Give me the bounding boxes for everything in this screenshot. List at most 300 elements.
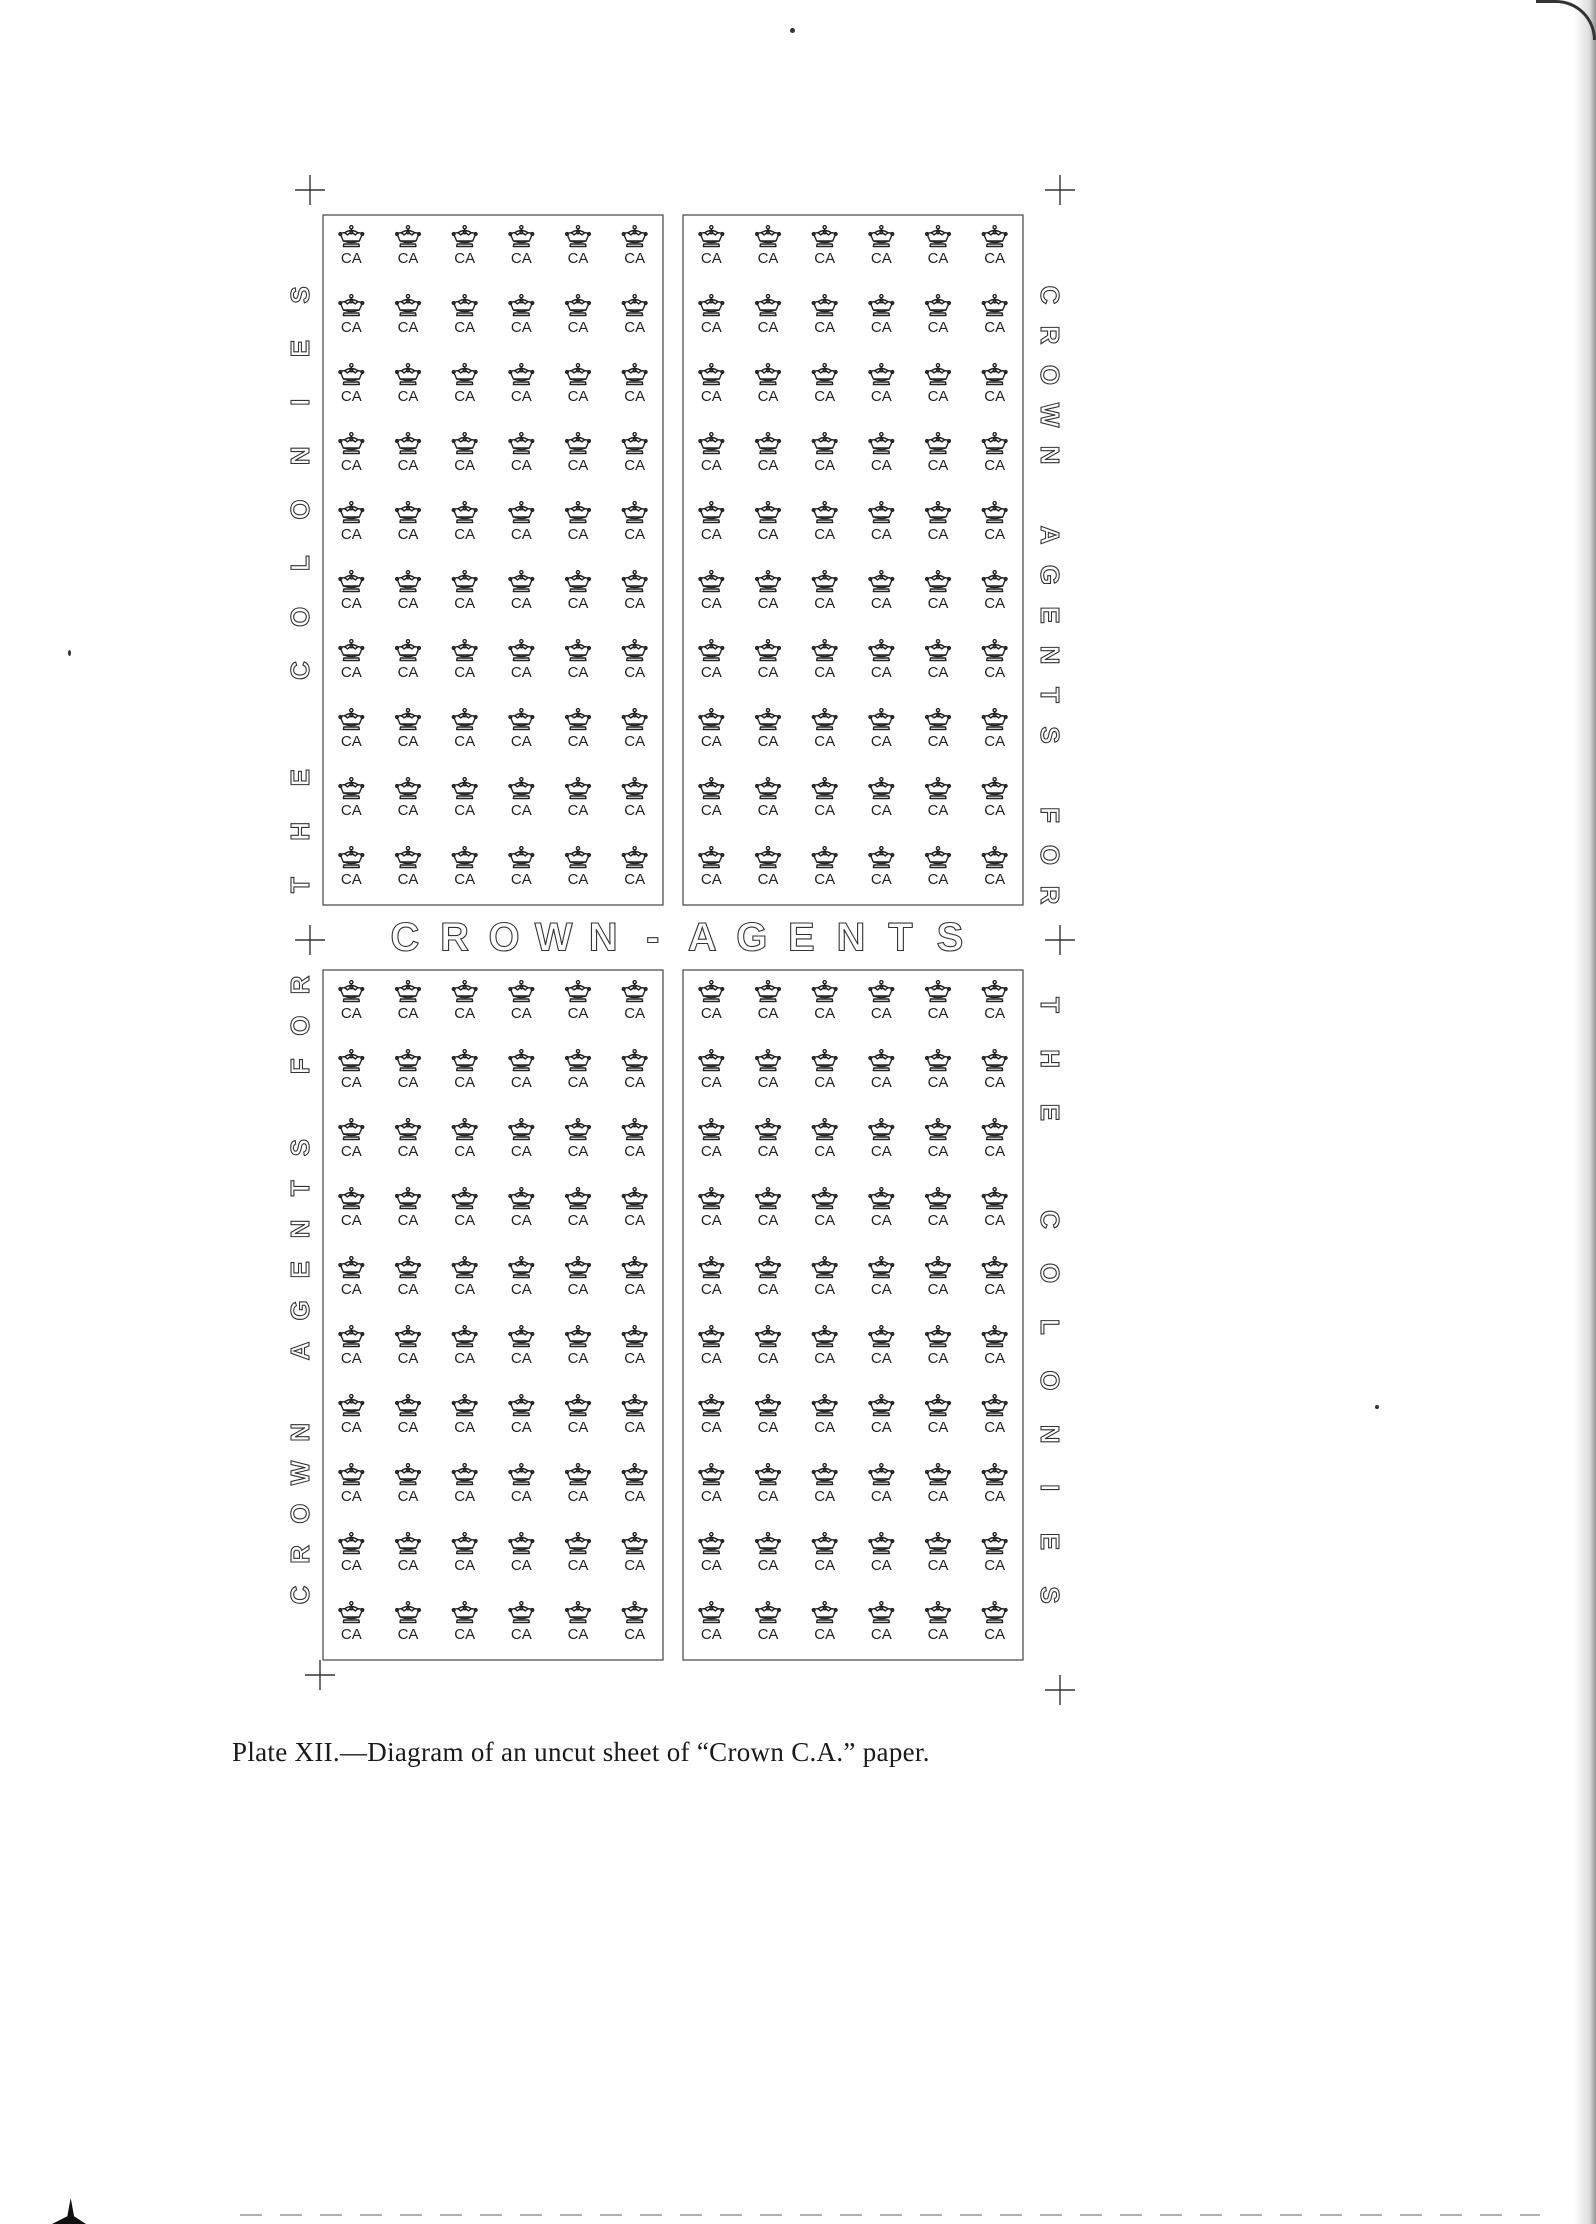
watermark-ca-text: CA — [927, 250, 949, 267]
watermark-ca-text: CA — [510, 1488, 532, 1505]
right-margin-letter: O — [1035, 844, 1066, 866]
watermark-ca-text: CA — [454, 1074, 476, 1091]
watermark-ca-text: CA — [814, 1488, 836, 1505]
watermark-ca-text: CA — [340, 1143, 362, 1160]
watermark-ca-text: CA — [927, 1419, 949, 1436]
watermark-ca-text: CA — [814, 595, 836, 612]
crown-icon — [699, 1326, 724, 1347]
watermark-ca-text: CA — [510, 1143, 532, 1160]
watermark-ca-text: CA — [567, 250, 589, 267]
crown-icon — [452, 1395, 477, 1416]
crown-icon — [622, 1188, 647, 1209]
watermark-ca-text: CA — [624, 319, 646, 336]
crown-icon — [756, 778, 781, 799]
pane-border — [323, 970, 663, 1660]
watermark-ca-text: CA — [870, 250, 892, 267]
crown-icon — [622, 1050, 647, 1071]
crown-icon — [926, 1050, 951, 1071]
watermark-ca-text: CA — [510, 1005, 532, 1022]
crown-icon — [452, 433, 477, 454]
crown-icon — [699, 847, 724, 868]
watermark-ca-text: CA — [757, 1212, 779, 1229]
crown-icon — [566, 778, 591, 799]
speck-left — [68, 650, 71, 656]
left-margin-letter: N — [284, 1219, 315, 1239]
watermark-ca-text: CA — [814, 1419, 836, 1436]
watermark-ca-text: CA — [700, 1419, 722, 1436]
watermark-ca-text: CA — [984, 595, 1006, 612]
watermark-ca-text: CA — [510, 1419, 532, 1436]
watermark-ca-text: CA — [510, 664, 532, 681]
crown-icon — [869, 847, 894, 868]
watermark-ca-text: CA — [870, 664, 892, 681]
crown-icon — [622, 364, 647, 385]
watermark-ca-text: CA — [870, 1626, 892, 1643]
right-margin-letter: T — [1035, 687, 1066, 703]
crown-icon — [756, 1602, 781, 1623]
watermark-ca-text: CA — [510, 250, 532, 267]
watermark-ca-text: CA — [397, 319, 419, 336]
watermark-ca-text: CA — [927, 457, 949, 474]
watermark-ca-text: CA — [927, 1281, 949, 1298]
watermark-ca-text: CA — [757, 319, 779, 336]
crown-icon — [982, 1464, 1007, 1485]
pane-bottom-right — [683, 970, 1023, 1660]
crown-icon — [926, 640, 951, 661]
watermark-ca-text: CA — [624, 1074, 646, 1091]
crown-icon — [396, 778, 421, 799]
crown-icon — [812, 640, 837, 661]
watermark-ca-text: CA — [340, 250, 362, 267]
crown-icon — [982, 1326, 1007, 1347]
crown-icon — [509, 295, 534, 316]
page-bottom-edge — [240, 2214, 1540, 2216]
crown-icon — [509, 1533, 534, 1554]
crown-icon — [812, 1326, 837, 1347]
watermark-ca-text: CA — [870, 526, 892, 543]
crown-icon — [339, 1602, 364, 1623]
crown-icon — [926, 1464, 951, 1485]
crown-icon — [869, 1602, 894, 1623]
ink-blot — [52, 2198, 86, 2224]
crown-icon — [396, 1602, 421, 1623]
crown-icon — [396, 1119, 421, 1140]
center-banner-letter: C — [390, 915, 420, 960]
watermark-ca-text: CA — [814, 664, 836, 681]
watermark-ca-text: CA — [757, 664, 779, 681]
crown-icon — [982, 1188, 1007, 1209]
watermark-ca-text: CA — [397, 526, 419, 543]
crown-icon — [622, 1326, 647, 1347]
crown-icon — [509, 1395, 534, 1416]
crown-icon — [396, 295, 421, 316]
watermark-ca-text: CA — [567, 1488, 589, 1505]
watermark-ca-text: CA — [454, 457, 476, 474]
crown-icon — [452, 1050, 477, 1071]
crown-icon — [982, 364, 1007, 385]
crown-icon — [869, 571, 894, 592]
crown-icon — [812, 502, 837, 523]
watermark-ca-text: CA — [927, 1143, 949, 1160]
watermark-ca-text: CA — [567, 664, 589, 681]
crown-icon — [982, 778, 1007, 799]
crown-icon — [509, 1602, 534, 1623]
crown-icon — [982, 1602, 1007, 1623]
watermark-ca-text: CA — [624, 1419, 646, 1436]
watermark-ca-text: CA — [567, 802, 589, 819]
left-margin-letter: R — [284, 1544, 315, 1564]
crown-icon — [509, 1119, 534, 1140]
crown-icon — [926, 847, 951, 868]
right-margin-letter: N — [1035, 1424, 1066, 1444]
crown-icon — [339, 1257, 364, 1278]
watermark-ca-text: CA — [700, 1488, 722, 1505]
crown-icon — [509, 1464, 534, 1485]
watermark-ca-text: CA — [870, 1212, 892, 1229]
left-margin-letter: O — [284, 1015, 315, 1036]
watermark-ca-text: CA — [397, 664, 419, 681]
watermark-ca-text: CA — [700, 388, 722, 405]
plate-svg — [280, 175, 1080, 1705]
crown-icon — [869, 640, 894, 661]
crown-icon — [396, 1395, 421, 1416]
watermark-ca-text: CA — [700, 1212, 722, 1229]
watermark-ca-text: CA — [814, 457, 836, 474]
watermark-ca-text: CA — [340, 1212, 362, 1229]
watermark-ca-text: CA — [624, 871, 646, 888]
crown-icon — [926, 1257, 951, 1278]
watermark-ca-text: CA — [870, 1419, 892, 1436]
crown-icon — [566, 295, 591, 316]
crown-icon — [756, 1533, 781, 1554]
pane-top-left — [323, 215, 663, 905]
crown-icon — [699, 1188, 724, 1209]
crown-icon — [756, 1188, 781, 1209]
crown-icon — [812, 364, 837, 385]
watermark-ca-text: CA — [870, 1350, 892, 1367]
watermark-ca-text: CA — [700, 1350, 722, 1367]
crown-icon — [339, 1050, 364, 1071]
crown-icon — [926, 709, 951, 730]
watermark-ca-text: CA — [567, 1557, 589, 1574]
crown-icon — [869, 433, 894, 454]
crown-icon — [812, 1464, 837, 1485]
center-banner-letter: R — [440, 915, 469, 960]
watermark-ca-text: CA — [984, 1626, 1006, 1643]
watermark-ca-text: CA — [984, 1143, 1006, 1160]
crown-icon — [396, 502, 421, 523]
watermark-ca-text: CA — [510, 457, 532, 474]
watermark-ca-text: CA — [397, 733, 419, 750]
watermark-ca-text: CA — [624, 1212, 646, 1229]
watermark-ca-text: CA — [814, 871, 836, 888]
watermark-ca-text: CA — [984, 388, 1006, 405]
left-margin-letter: L — [284, 555, 315, 572]
watermark-ca-text: CA — [927, 733, 949, 750]
watermark-ca-text: CA — [624, 1281, 646, 1298]
pane-border — [323, 215, 663, 905]
crown-icon — [509, 433, 534, 454]
crown-icon — [622, 981, 647, 1002]
watermark-ca-text: CA — [870, 1005, 892, 1022]
watermark-ca-text: CA — [624, 457, 646, 474]
watermark-ca-text: CA — [340, 1074, 362, 1091]
crown-icon — [926, 1119, 951, 1140]
speck-top — [790, 28, 795, 33]
crown-icon — [699, 433, 724, 454]
left-margin-letter: E — [284, 769, 315, 787]
watermark-ca-text: CA — [454, 733, 476, 750]
crown-icon — [566, 1119, 591, 1140]
crown-icon — [982, 981, 1007, 1002]
watermark-ca-text: CA — [870, 1488, 892, 1505]
crown-icon — [566, 1464, 591, 1485]
watermark-ca-text: CA — [984, 1005, 1006, 1022]
watermark-ca-text: CA — [567, 1005, 589, 1022]
center-banner-letter: A — [687, 915, 717, 960]
crown-icon — [926, 1188, 951, 1209]
watermark-ca-text: CA — [624, 1350, 646, 1367]
watermark-ca-text: CA — [814, 388, 836, 405]
crown-icon — [566, 1533, 591, 1554]
watermark-ca-text: CA — [397, 1419, 419, 1436]
crown-icon — [396, 571, 421, 592]
crown-icon — [339, 1119, 364, 1140]
watermark-ca-text: CA — [454, 1626, 476, 1643]
crown-icon — [396, 981, 421, 1002]
watermark-ca-text: CA — [340, 1488, 362, 1505]
watermark-ca-text: CA — [567, 457, 589, 474]
crown-icon — [926, 981, 951, 1002]
watermark-ca-text: CA — [927, 802, 949, 819]
left-margin-letter: N — [284, 446, 315, 466]
watermark-ca-text: CA — [927, 1626, 949, 1643]
left-margin-letter: G — [284, 1300, 315, 1321]
crosshair-icon — [1045, 1675, 1075, 1705]
watermark-ca-text: CA — [700, 250, 722, 267]
watermark-ca-text: CA — [397, 1350, 419, 1367]
left-margin-letter: H — [284, 821, 315, 841]
crown-icon — [339, 1326, 364, 1347]
watermark-ca-text: CA — [510, 388, 532, 405]
watermark-ca-text: CA — [984, 319, 1006, 336]
watermark-ca-text: CA — [510, 595, 532, 612]
crown-icon — [622, 847, 647, 868]
crown-icon — [452, 640, 477, 661]
crown-icon — [982, 502, 1007, 523]
watermark-ca-text: CA — [624, 1143, 646, 1160]
left-margin-letter: O — [284, 499, 315, 520]
watermark-ca-text: CA — [624, 1557, 646, 1574]
watermark-ca-text: CA — [700, 457, 722, 474]
crown-icon — [566, 364, 591, 385]
watermark-ca-text: CA — [510, 1212, 532, 1229]
right-margin-letter: O — [1035, 1370, 1066, 1391]
crown-icon — [339, 502, 364, 523]
right-margin-letter: R — [1035, 325, 1066, 345]
crown-icon — [926, 778, 951, 799]
watermark-ca-text: CA — [814, 1074, 836, 1091]
pane-border — [683, 215, 1023, 905]
watermark-ca-text: CA — [870, 595, 892, 612]
crown-icon — [622, 709, 647, 730]
watermark-ca-text: CA — [757, 250, 779, 267]
crown-icon — [452, 1119, 477, 1140]
crown-icon — [869, 1464, 894, 1485]
watermark-ca-text: CA — [624, 664, 646, 681]
crown-icon — [509, 1326, 534, 1347]
right-margin-letter: F — [1035, 807, 1066, 823]
watermark-ca-text: CA — [340, 664, 362, 681]
crown-icon — [926, 1326, 951, 1347]
crown-icon — [812, 433, 837, 454]
crown-icon — [756, 502, 781, 523]
crown-icon — [452, 502, 477, 523]
watermark-ca-text: CA — [814, 1557, 836, 1574]
left-margin-letter: N — [284, 1422, 315, 1442]
watermark-ca-text: CA — [757, 457, 779, 474]
crown-icon — [812, 1257, 837, 1278]
watermark-ca-text: CA — [984, 664, 1006, 681]
crown-icon — [396, 709, 421, 730]
watermark-ca-text: CA — [927, 1488, 949, 1505]
crosshair-icon — [295, 925, 325, 955]
watermark-ca-text: CA — [567, 1626, 589, 1643]
watermark-ca-text: CA — [510, 733, 532, 750]
crown-icon — [339, 1188, 364, 1209]
left-margin-letter: W — [284, 1460, 315, 1486]
crown-icon — [622, 1533, 647, 1554]
watermark-ca-text: CA — [927, 1074, 949, 1091]
watermark-ca-text: CA — [397, 1143, 419, 1160]
crown-icon — [452, 981, 477, 1002]
crown-icon — [339, 640, 364, 661]
watermark-ca-text: CA — [757, 1488, 779, 1505]
crown-icon — [699, 1395, 724, 1416]
crown-icon — [756, 1326, 781, 1347]
watermark-ca-text: CA — [454, 1212, 476, 1229]
pane-border — [683, 970, 1023, 1660]
crown-icon — [452, 571, 477, 592]
watermark-ca-text: CA — [814, 1143, 836, 1160]
watermark-ca-text: CA — [814, 1281, 836, 1298]
left-margin-letter: O — [284, 1503, 315, 1524]
crown-icon — [509, 778, 534, 799]
right-margin-letter: I — [1035, 1484, 1066, 1492]
pane-top-right — [683, 215, 1023, 905]
watermark-ca-text: CA — [567, 1074, 589, 1091]
watermark-ca-text: CA — [927, 1350, 949, 1367]
watermark-ca-text: CA — [757, 526, 779, 543]
watermark-ca-text: CA — [927, 595, 949, 612]
watermark-ca-text: CA — [397, 250, 419, 267]
left-margin-letter: F — [284, 1058, 315, 1075]
crosshair-icon — [295, 175, 325, 205]
watermark-ca-text: CA — [340, 319, 362, 336]
crown-icon — [339, 571, 364, 592]
crown-icon — [869, 295, 894, 316]
watermark-ca-text: CA — [927, 388, 949, 405]
crown-icon — [756, 433, 781, 454]
watermark-ca-text: CA — [454, 526, 476, 543]
watermark-ca-text: CA — [454, 319, 476, 336]
watermark-ca-text: CA — [340, 595, 362, 612]
crown-icon — [926, 226, 951, 247]
crown-icon — [452, 847, 477, 868]
crown-icon — [509, 226, 534, 247]
right-margin-letter: C — [1035, 1210, 1066, 1229]
crown-icon — [756, 1050, 781, 1071]
watermark-ca-text: CA — [757, 1557, 779, 1574]
crown-icon — [812, 1188, 837, 1209]
left-margin-letter: A — [284, 1341, 315, 1361]
watermark-ca-text: CA — [510, 802, 532, 819]
right-margin-letter: R — [1035, 885, 1066, 905]
crown-icon — [869, 1188, 894, 1209]
crown-icon — [699, 1257, 724, 1278]
left-margin-letter: T — [284, 877, 315, 893]
right-margin-letter: G — [1035, 564, 1066, 586]
watermark-ca-text: CA — [567, 319, 589, 336]
watermark-ca-text: CA — [454, 664, 476, 681]
right-margin-letter: W — [1035, 402, 1066, 428]
crosshair-icon — [305, 1660, 335, 1690]
watermark-ca-text: CA — [567, 871, 589, 888]
crown-icon — [452, 1326, 477, 1347]
crown-icon — [622, 1119, 647, 1140]
watermark-ca-text: CA — [454, 1005, 476, 1022]
right-margin-letter: N — [1035, 445, 1066, 465]
watermark-ca-text: CA — [397, 457, 419, 474]
watermark-ca-text: CA — [870, 1143, 892, 1160]
watermark-ca-text: CA — [454, 1350, 476, 1367]
watermark-ca-text: CA — [567, 1212, 589, 1229]
watermark-ca-text: CA — [870, 388, 892, 405]
watermark-ca-text: CA — [624, 1005, 646, 1022]
crown-icon — [566, 571, 591, 592]
right-margin-letter: S — [1035, 726, 1066, 744]
watermark-ca-text: CA — [984, 457, 1006, 474]
crown-icon — [396, 640, 421, 661]
watermark-ca-text: CA — [757, 388, 779, 405]
watermark-ca-text: CA — [870, 1557, 892, 1574]
crown-icon — [756, 571, 781, 592]
crown-icon — [566, 502, 591, 523]
watermark-ca-text: CA — [814, 733, 836, 750]
crown-icon — [509, 1188, 534, 1209]
crown-icon — [756, 981, 781, 1002]
watermark-ca-text: CA — [510, 1074, 532, 1091]
crown-icon — [566, 1395, 591, 1416]
crown-icon — [396, 1464, 421, 1485]
left-margin-letter: T — [284, 1180, 315, 1197]
watermark-ca-text: CA — [454, 1488, 476, 1505]
crown-icon — [926, 502, 951, 523]
right-margin-letter: N — [1035, 645, 1066, 665]
right-margin-letter: L — [1035, 1318, 1066, 1335]
crown-icon — [339, 1395, 364, 1416]
crown-icon — [756, 640, 781, 661]
watermark-ca-text: CA — [927, 1005, 949, 1022]
crosshair-icon — [1045, 175, 1075, 205]
watermark-ca-text: CA — [757, 595, 779, 612]
crown-icon — [339, 433, 364, 454]
watermark-ca-text: CA — [984, 526, 1006, 543]
watermark-ca-text: CA — [340, 1419, 362, 1436]
crown-icon — [452, 1188, 477, 1209]
crown-icon — [812, 847, 837, 868]
crown-icon — [756, 1119, 781, 1140]
